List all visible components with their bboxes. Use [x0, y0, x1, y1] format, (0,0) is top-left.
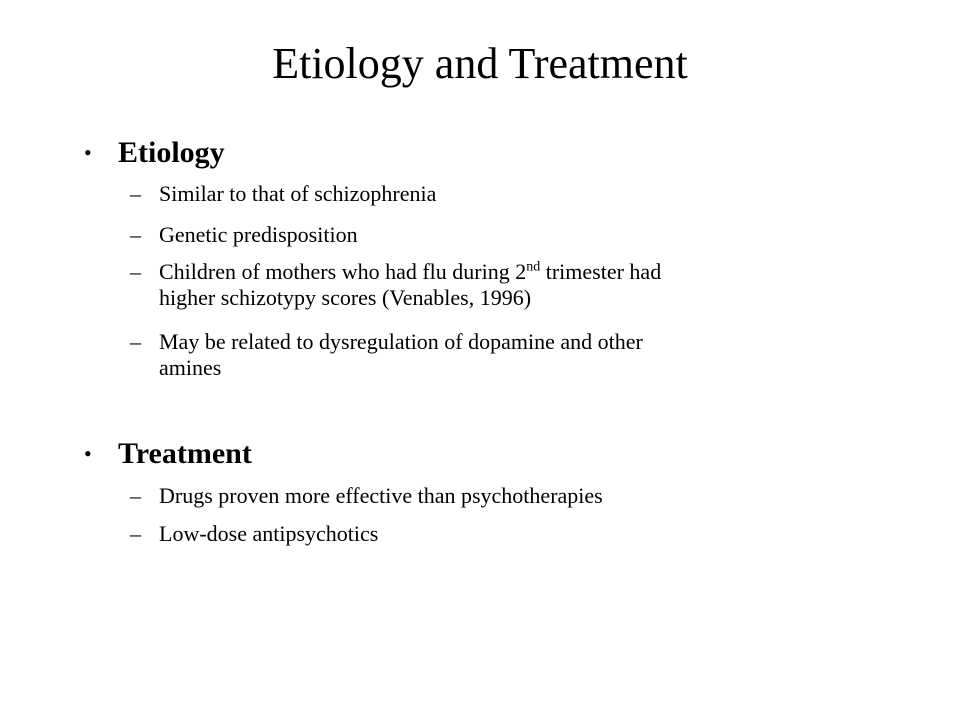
sub-item	[130, 181, 850, 207]
sub-item-text: Genetic predisposition	[159, 222, 358, 247]
sub-item-text-part: Children of mothers who had flu during 2	[159, 259, 527, 284]
sub-item	[130, 483, 850, 509]
sub-item-text-line2: higher schizotypy scores (Venables, 1996)	[159, 285, 532, 310]
dash-icon: –	[130, 329, 141, 354]
dash-icon: –	[130, 483, 141, 508]
sub-item	[130, 329, 850, 381]
bullet-dot-icon: •	[84, 140, 92, 165]
sub-item-text-part: trimester had	[540, 259, 662, 284]
section-heading-treatment: Treatment	[118, 437, 252, 470]
sub-item-text: Drugs proven more effective than psychotherapies	[159, 483, 603, 508]
sub-item	[130, 259, 850, 311]
sub-item-text: Similar to that of schizophrenia	[159, 181, 437, 206]
sub-item-text: Low-dose antipsychotics	[159, 521, 379, 546]
slide-title: Etiology and Treatment	[272, 39, 688, 88]
sub-item	[130, 521, 850, 547]
dash-icon: –	[130, 259, 141, 284]
sub-item-text	[159, 329, 850, 381]
bullet-dot-icon: •	[84, 441, 92, 466]
dash-icon: –	[130, 181, 141, 206]
superscript-nd: nd	[526, 259, 541, 275]
dash-icon: –	[130, 521, 141, 546]
sub-item-text	[159, 259, 850, 311]
section-heading-etiology: Etiology	[118, 136, 225, 169]
sub-item	[130, 222, 850, 248]
dash-icon: –	[130, 222, 141, 247]
sub-item-text-line2: amines	[159, 355, 222, 380]
sub-item-text-line1: May be related to dysregulation of dopamine and other	[159, 329, 643, 354]
